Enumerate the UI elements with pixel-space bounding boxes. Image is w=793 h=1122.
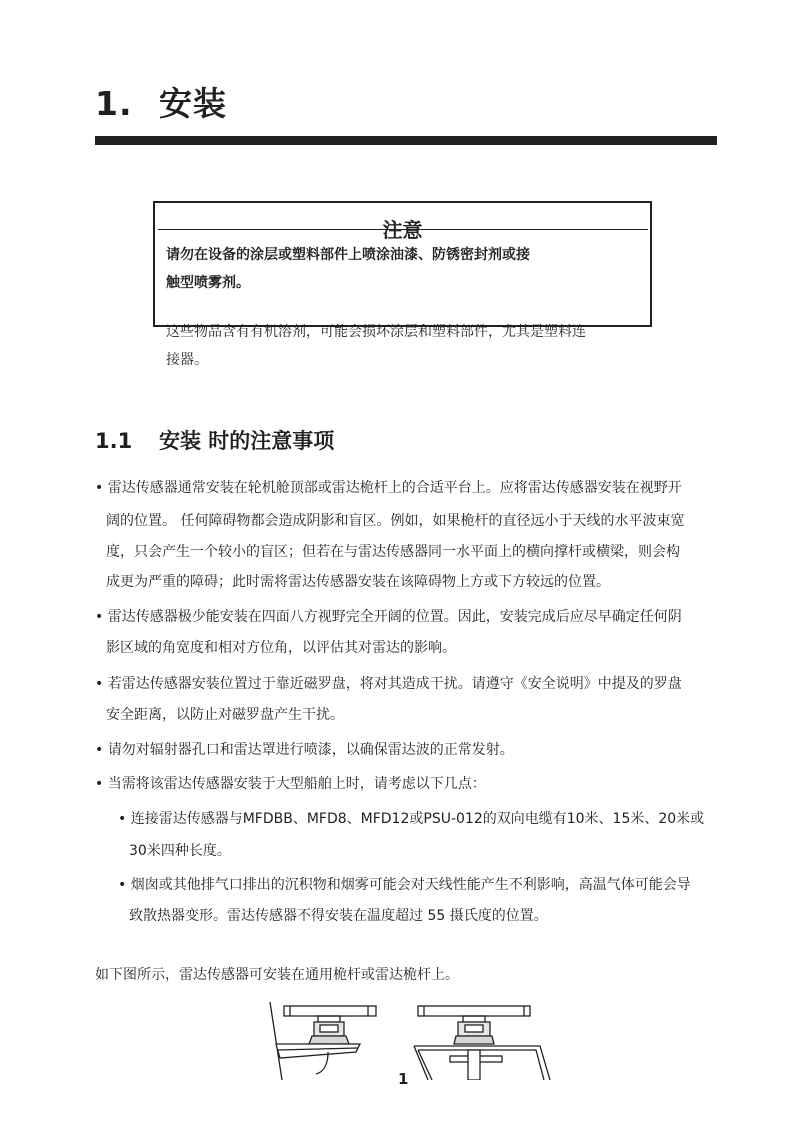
radar-platform-drawing-icon <box>412 1000 552 1080</box>
figure-intro-text: 如下图所示，雷达传感器可安装在通用桅杆或雷达桅杆上。 <box>95 967 459 983</box>
chapter-title-text: 安装 <box>159 84 227 123</box>
bullet-4-line-1: • 请勿对辐射器孔口和雷达罩进行喷漆，以确保雷达波的正常发射。 <box>95 742 514 758</box>
notice-text-line-2: 接器。 <box>166 352 208 368</box>
notice-text-line-1: 这些物品含有有机溶剂，可能会损坏涂层和塑料部件，尤其是塑料连 <box>166 324 586 340</box>
bullet-2-line-1: • 雷达传感器极少能安装在四面八方视野完全开阔的位置。因此，安装完成后应尽早确定任何阴 <box>95 609 682 625</box>
sub-bullet-2-line-2: 致散热器变形。雷达传感器不得安装在温度超过 55 摄氏度的位置。 <box>129 908 548 924</box>
bullet-1-line-1: • 雷达传感器通常安装在轮机舱顶部或雷达桅杆上的合适平台上。应将雷达传感器安装在视野开 <box>95 480 682 496</box>
chapter-rule <box>95 136 717 145</box>
sub-bullet-2-line-1: • 烟囱或其他排气口排出的沉积物和烟雾可能会对天线性能产生不利影响，高温气体可能会导 <box>118 877 691 893</box>
sub-bullet-1-line-1: • 连接雷达传感器与MFDBB、MFD8、MFD12或PSU-012的双向电缆有10米、15米、20米或 <box>118 811 705 827</box>
notice-warning-line-2: 触型喷雾剂。 <box>166 275 250 291</box>
bullet-5-line-1: • 当需将该雷达传感器安装于大型船舶上时，请考虑以下几点： <box>95 776 486 792</box>
bullet-2-line-2: 影区域的角宽度和相对方位角，以评估其对雷达的影响。 <box>106 640 456 656</box>
bullet-3-line-1: • 若雷达传感器安装位置过于靠近磁罗盘，将对其造成干扰。请遵守《安全说明》中提及的罗盘 <box>95 676 682 692</box>
chapter-number: 1. <box>95 84 133 123</box>
section-number: 1.1 <box>95 429 133 453</box>
bullet-3-line-2: 安全距离，以防止对磁罗盘产生干扰。 <box>106 707 344 723</box>
bullet-1-line-3: 度，只会产生一个较小的盲区；但若在与雷达传感器同一水平面上的横向撑杆或横梁，则会构 <box>106 544 680 560</box>
notice-warning-line-1: 请勿在设备的涂层或塑料部件上喷涂油漆、防锈密封剂或接 <box>166 247 530 263</box>
chapter-title <box>95 78 227 125</box>
section-title <box>95 425 334 455</box>
radar-mast-bracket-drawing-icon <box>268 1000 378 1080</box>
sub-bullet-1-line-2: 30米四种长度。 <box>129 843 231 859</box>
page-number: 1 <box>398 1070 409 1088</box>
section-title-text: 安装 时的注意事项 <box>159 429 335 453</box>
bullet-1-line-4: 成更为严重的障碍；此时需将雷达传感器安装在该障碍物上方或下方较远的位置。 <box>106 574 610 590</box>
notice-title: 注意 <box>382 218 423 242</box>
bullet-1-line-2: 阔的位置。 任何障碍物都会造成阴影和盲区。例如，如果桅杆的直径远小于天线的水平波束宽 <box>106 513 685 529</box>
